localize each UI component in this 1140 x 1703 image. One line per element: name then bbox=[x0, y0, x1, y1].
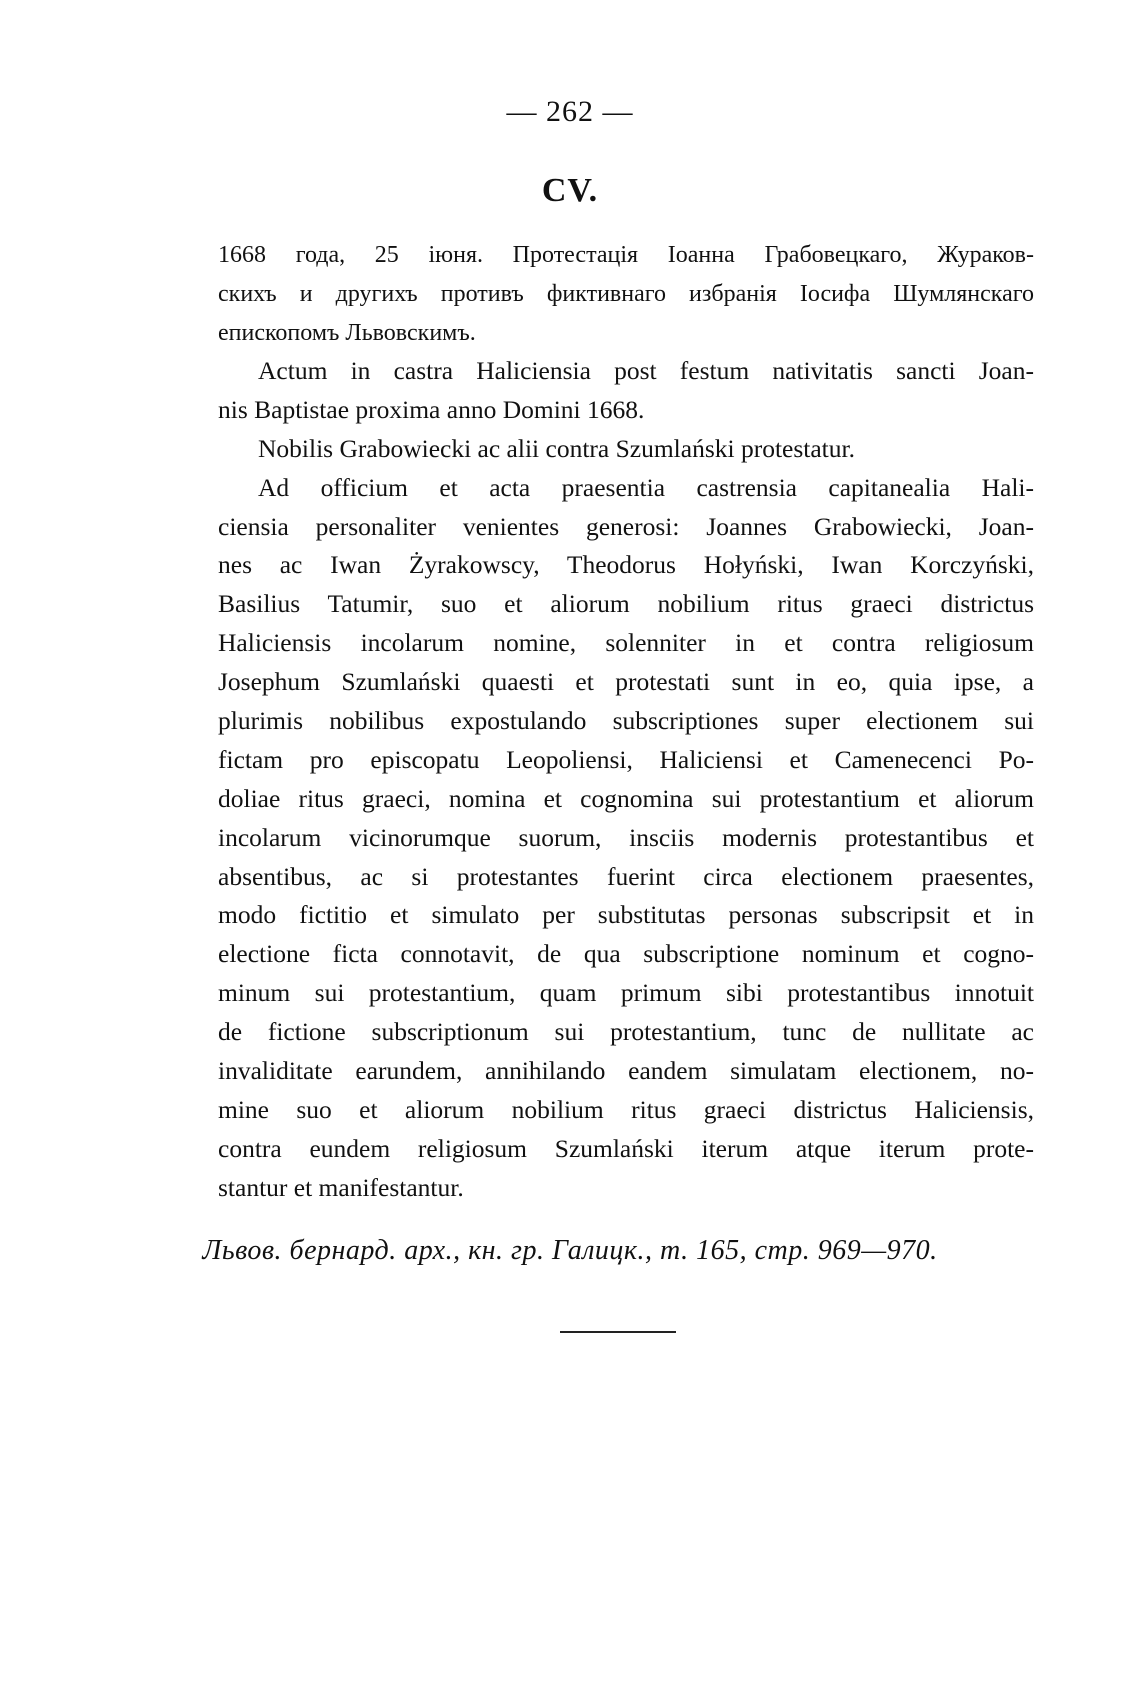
summary-line: скихъ и другихъ противъ фиктивнаго избранія Іосифа Шумлянскаго bbox=[218, 281, 1034, 307]
body-line: Haliciensis incolarum nomine, solenniter in et contra religiosum bbox=[218, 628, 1034, 658]
body-line: modo fictitio et simulato per substitutas personas subscripsit et in bbox=[218, 900, 1034, 930]
page-number: — 262 — bbox=[506, 95, 634, 128]
body-line: mine suo et aliorum nobilium ritus graeci districtus Haliciensis, bbox=[218, 1094, 1034, 1124]
end-divider bbox=[560, 1331, 676, 1333]
body-line: electione ficta connotavit, de qua subscriptione nominum et cogno- bbox=[218, 939, 1034, 969]
body-line: ciensia personaliter venientes generosi: Joannes Grabowiecki, Joan- bbox=[218, 511, 1034, 541]
body-line: absentibus, ac si protestantes fuerint circa electionem praesentes, bbox=[218, 861, 1034, 891]
body-line: nis Baptistae proxima anno Domini 1668. bbox=[218, 394, 645, 424]
body-line: Actum in castra Haliciensia post festum nativitatis sancti Joan- bbox=[258, 356, 1034, 385]
document-body bbox=[218, 352, 1034, 1208]
body-line: contra eundem religiosum Szumlański iterum atque iterum prote- bbox=[218, 1133, 1034, 1163]
source-reference: Львов. бернард. арх., кн. гр. Галицк., т. 165, стр. 969—970. bbox=[202, 1235, 938, 1266]
body-line: Basilius Tatumir, suo et aliorum nobilium ritus graeci districtus bbox=[218, 589, 1034, 619]
body-line: incolarum vicinorumque suorum, insciis modernis protestantibus et bbox=[218, 822, 1034, 852]
body-line: doliae ritus graeci, nomina et cognomina sui protestantium et aliorum bbox=[218, 783, 1034, 813]
summary-line: 1668 года, 25 іюня. Протестація Іоанна Грабовецкаго, Жураков- bbox=[218, 242, 1034, 268]
body-line: invaliditate earundem, annihilando eandem simulatam electionem, no- bbox=[218, 1056, 1034, 1086]
document-number: CV. bbox=[541, 172, 599, 209]
body-line: Josephum Szumlański quaesti et protestati sunt in eo, quia ipse, a bbox=[218, 667, 1034, 697]
body-line: Ad officium et acta praesentia castrensia capitanealia Hali- bbox=[258, 472, 1034, 502]
body-line: stantur et manifestantur. bbox=[218, 1172, 464, 1202]
body-line: de fictione subscriptionum sui protestantium, tunc de nullitate ac bbox=[218, 1017, 1034, 1047]
summary-line: епископомъ Львовскимъ. bbox=[218, 320, 476, 346]
body-line: plurimis nobilibus expostulando subscriptiones super electionem sui bbox=[218, 706, 1034, 736]
body-line: nes ac Iwan Żyrakowscy, Theodorus Hołyński, Iwan Korczyński, bbox=[218, 550, 1034, 580]
document-summary bbox=[218, 236, 1034, 353]
body-line: Nobilis Grabowiecki ac alii contra Szumlański protestatur. bbox=[258, 433, 855, 463]
body-line: minum sui protestantium, quam primum sibi protestantibus innotuit bbox=[218, 978, 1034, 1008]
body-line: fictam pro episcopatu Leopoliensi, Haliciensi et Camenecenci Po- bbox=[218, 744, 1034, 774]
